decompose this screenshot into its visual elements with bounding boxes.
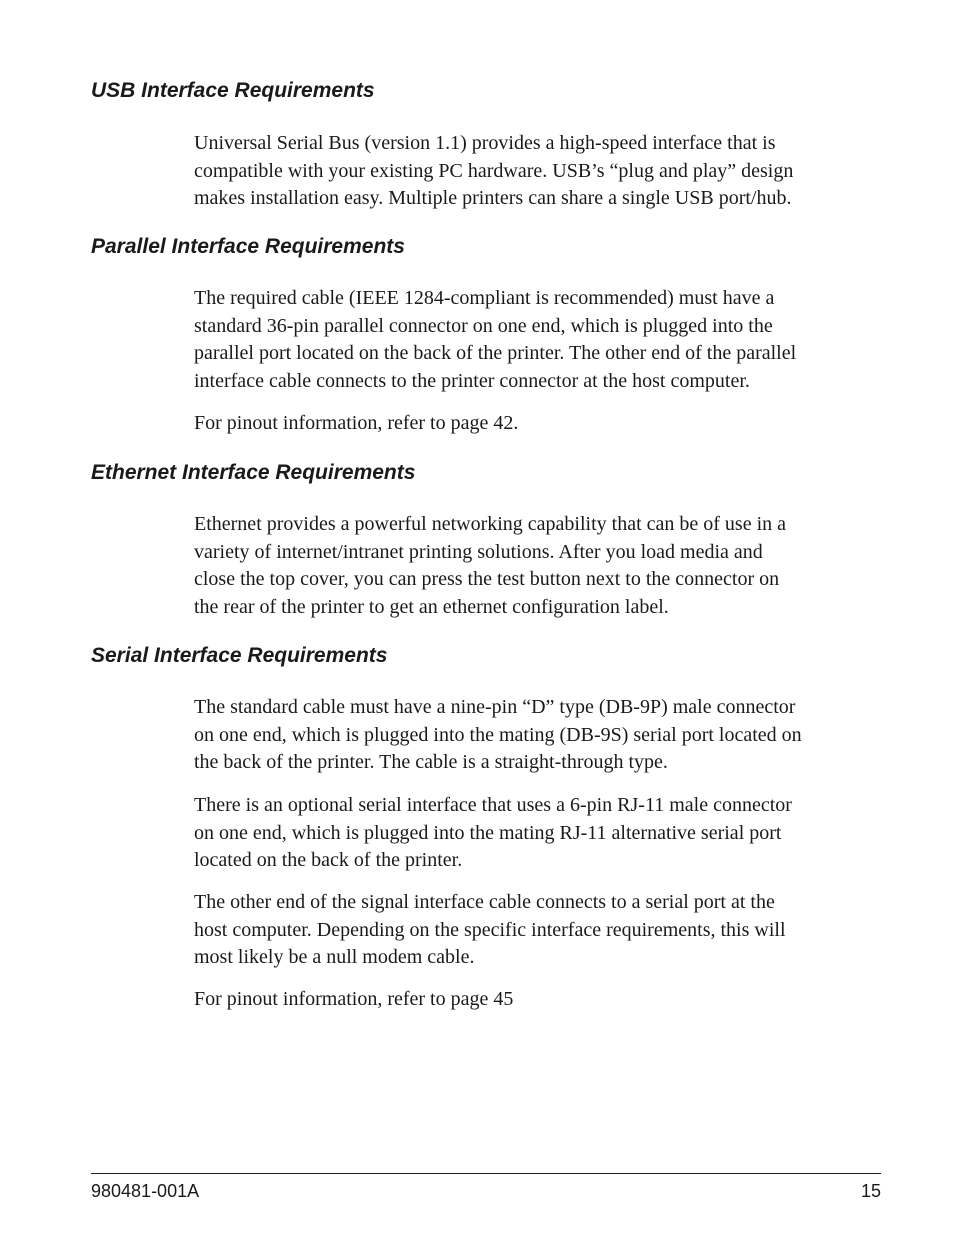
- heading-ethernet-interface: Ethernet Interface Requirements: [91, 461, 416, 484]
- heading-serial-interface: Serial Interface Requirements: [91, 644, 388, 667]
- paragraph-serial-cable: The standard cable must have a nine-pin “D” type (DB-9P) male connector on one end, which is plugged into the mating (DB-9S) serial port located on the back of the printer. The cable is a straight-through type.: [194, 696, 802, 773]
- paragraph-serial-rj11: There is an optional serial interface that uses a 6-pin RJ-11 male connector on one end, which is plugged into the mating RJ-11 alternative serial port located on the back of the printer.: [194, 794, 792, 871]
- footer-document-number: 980481-001A: [91, 1181, 200, 1201]
- paragraph-serial-pinout: For pinout information, refer to page 45: [194, 988, 514, 1010]
- paragraph-parallel-pinout: For pinout information, refer to page 42.: [194, 412, 519, 434]
- paragraph-ethernet-description: Ethernet provides a powerful networking capability that can be of use in a variety of internet/intranet printing solutions. After you load media and close the top cover, you can press the test button next to the connector on the rear of the printer to get an ethernet configuration label.: [194, 513, 787, 618]
- paragraph-parallel-cable: The required cable (IEEE 1284-compliant is recommended) must have a standard 36-pin parallel connector on one end, which is plugged into the parallel port located on the back of the printer. The other end of the parallel interface cable connects to the printer connector at the host computer.: [194, 287, 797, 392]
- paragraph-serial-host: The other end of the signal interface cable connects to a serial port at the host computer. Depending on the specific interface requirements, this will most likely be a null modem cable.: [194, 891, 786, 968]
- heading-usb-interface: USB Interface Requirements: [91, 79, 375, 102]
- heading-parallel-interface: Parallel Interface Requirements: [91, 235, 405, 258]
- paragraph-usb-description: Universal Serial Bus (version 1.1) provides a high-speed interface that is compatible with your existing PC hardware. USB’s “plug and play” design makes installation easy. Multiple printers can share a single USB port/hub.: [194, 132, 794, 209]
- footer-divider: [91, 1173, 881, 1174]
- footer-page-number: 15: [860, 1181, 881, 1201]
